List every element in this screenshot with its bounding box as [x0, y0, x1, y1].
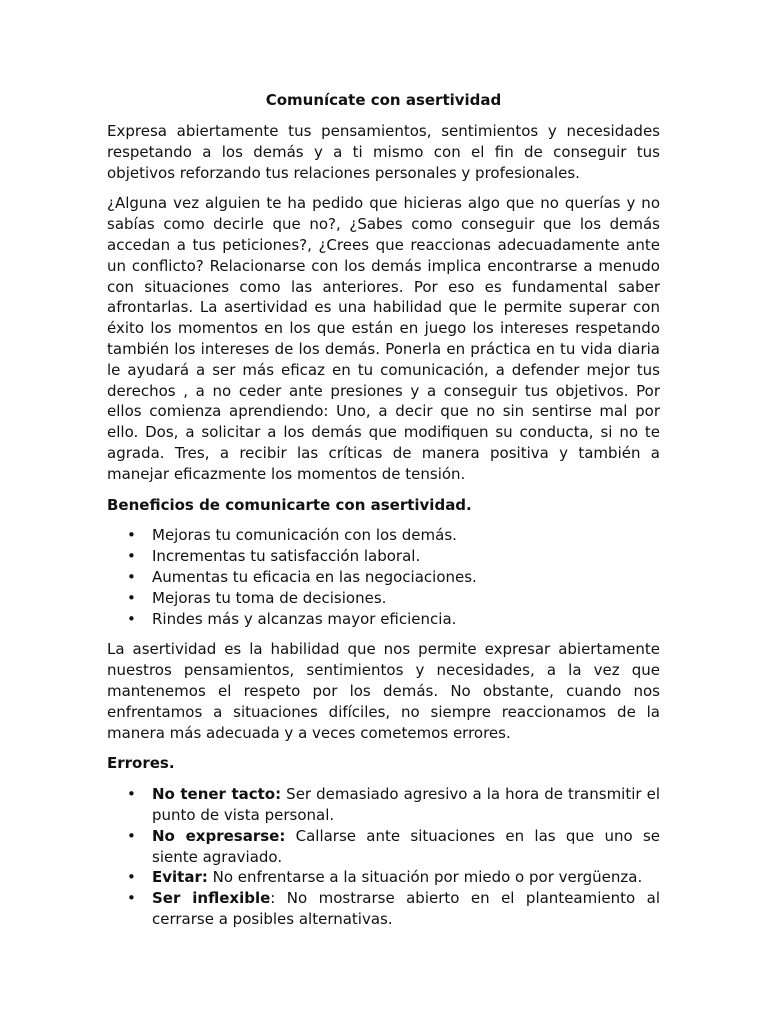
- error-description: Ser demasiado agresivo a la hora de transmitir el punto de vista personal.: [152, 785, 661, 824]
- error-term: No expresarse:: [152, 826, 286, 845]
- bullet-icon: •: [127, 785, 136, 804]
- list-item: [127, 784, 661, 826]
- bullet-icon: •: [127, 889, 136, 908]
- benefit-text: Mejoras tu comunicación con los demás.: [152, 526, 457, 545]
- errors-heading: Errores.: [107, 754, 175, 773]
- error-description: No enfrentarse a la situación por miedo o por vergüenza.: [207, 868, 643, 887]
- benefits-heading: Beneficios de comunicarte con asertividad.: [107, 495, 472, 514]
- benefit-text: Rindes más y alcanzas mayor eficiencia.: [152, 609, 457, 628]
- errors-list: [107, 784, 660, 930]
- intro-paragraph: Expresa abiertamente tus pensamientos, sentimientos y necesidades respetando a los demás y a ti mismo con el fin de conseguir tus objetivos reforzando tus relaciones personales y profesionales.: [107, 122, 660, 182]
- bullet-icon: •: [127, 588, 136, 607]
- list-item: [127, 546, 660, 567]
- list-item: [127, 567, 660, 588]
- bullet-icon: •: [127, 826, 136, 845]
- list-item: [127, 888, 660, 930]
- list-item: [127, 525, 660, 546]
- error-term: Evitar:: [152, 868, 208, 887]
- error-description: : No mostrarse abierto en el planteamiento al cerrarse a posibles alternativas.: [152, 889, 660, 928]
- body-paragraph: ¿Alguna vez alguien te ha pedido que hicieras algo que no querías y no sabías como decirle que no?, ¿Sabes como conseguir que los demás accedan a tus peticiones?, ¿Crees que reaccionas adecuadamente ante un conflicto? Relacionarse con los demás implica encontrarse a menudo con situaciones como las anteriores. Por eso es fundamental saber afrontarlas. La asertividad es una habilidad que le permite superar con éxito los momentos en los que están en juego los intereses respetando también los intereses de los demás. Ponerla en práctica en tu vida diaria le ayudará a ser más eficaz en tu comunicación, a defender mejor tus derechos , a no ceder ante presiones y a conseguir tus objetivos. Por ellos comienza aprendiendo: Uno, a decir que no sin sentirse mal por ello. Dos, a solicitar a los demás que modifiquen su conducta, si no te agrada. Tres, a recibir las críticas de manera positiva y también a manejar eficazmente los momentos de tensión.: [107, 194, 660, 483]
- list-item: [127, 867, 660, 888]
- document-page: [107, 89, 660, 940]
- list-item: [127, 588, 660, 609]
- error-description: Callarse ante situaciones en las que uno se siente agraviado.: [152, 826, 660, 866]
- bullet-icon: •: [127, 526, 136, 545]
- bullet-icon: •: [127, 567, 136, 586]
- benefit-text: Aumentas tu eficacia en las negociaciones.: [152, 567, 477, 586]
- list-item: [127, 826, 660, 868]
- closing-paragraph: La asertividad es la habilidad que nos permite expresar abiertamente nuestros pensamientos, sentimientos y necesidades, a la vez que mantenemos el respeto por los demás. No obstante, cuando nos enfrentamos a situaciones difíciles, no siempre reaccionamos de la manera más adecuada y a veces cometemos errores.: [107, 640, 660, 742]
- error-term: No tener tacto:: [152, 785, 282, 804]
- bullet-icon: •: [127, 609, 136, 628]
- benefit-text: Incrementas tu satisfacción laboral.: [152, 547, 421, 566]
- list-item: [127, 609, 660, 630]
- bullet-icon: •: [127, 547, 136, 566]
- document-title: Comunícate con asertividad: [265, 91, 502, 109]
- bullet-icon: •: [127, 868, 136, 887]
- benefits-list: [107, 525, 660, 629]
- error-term: Ser inflexible: [152, 889, 271, 908]
- benefit-text: Mejoras tu toma de decisiones.: [152, 588, 387, 607]
